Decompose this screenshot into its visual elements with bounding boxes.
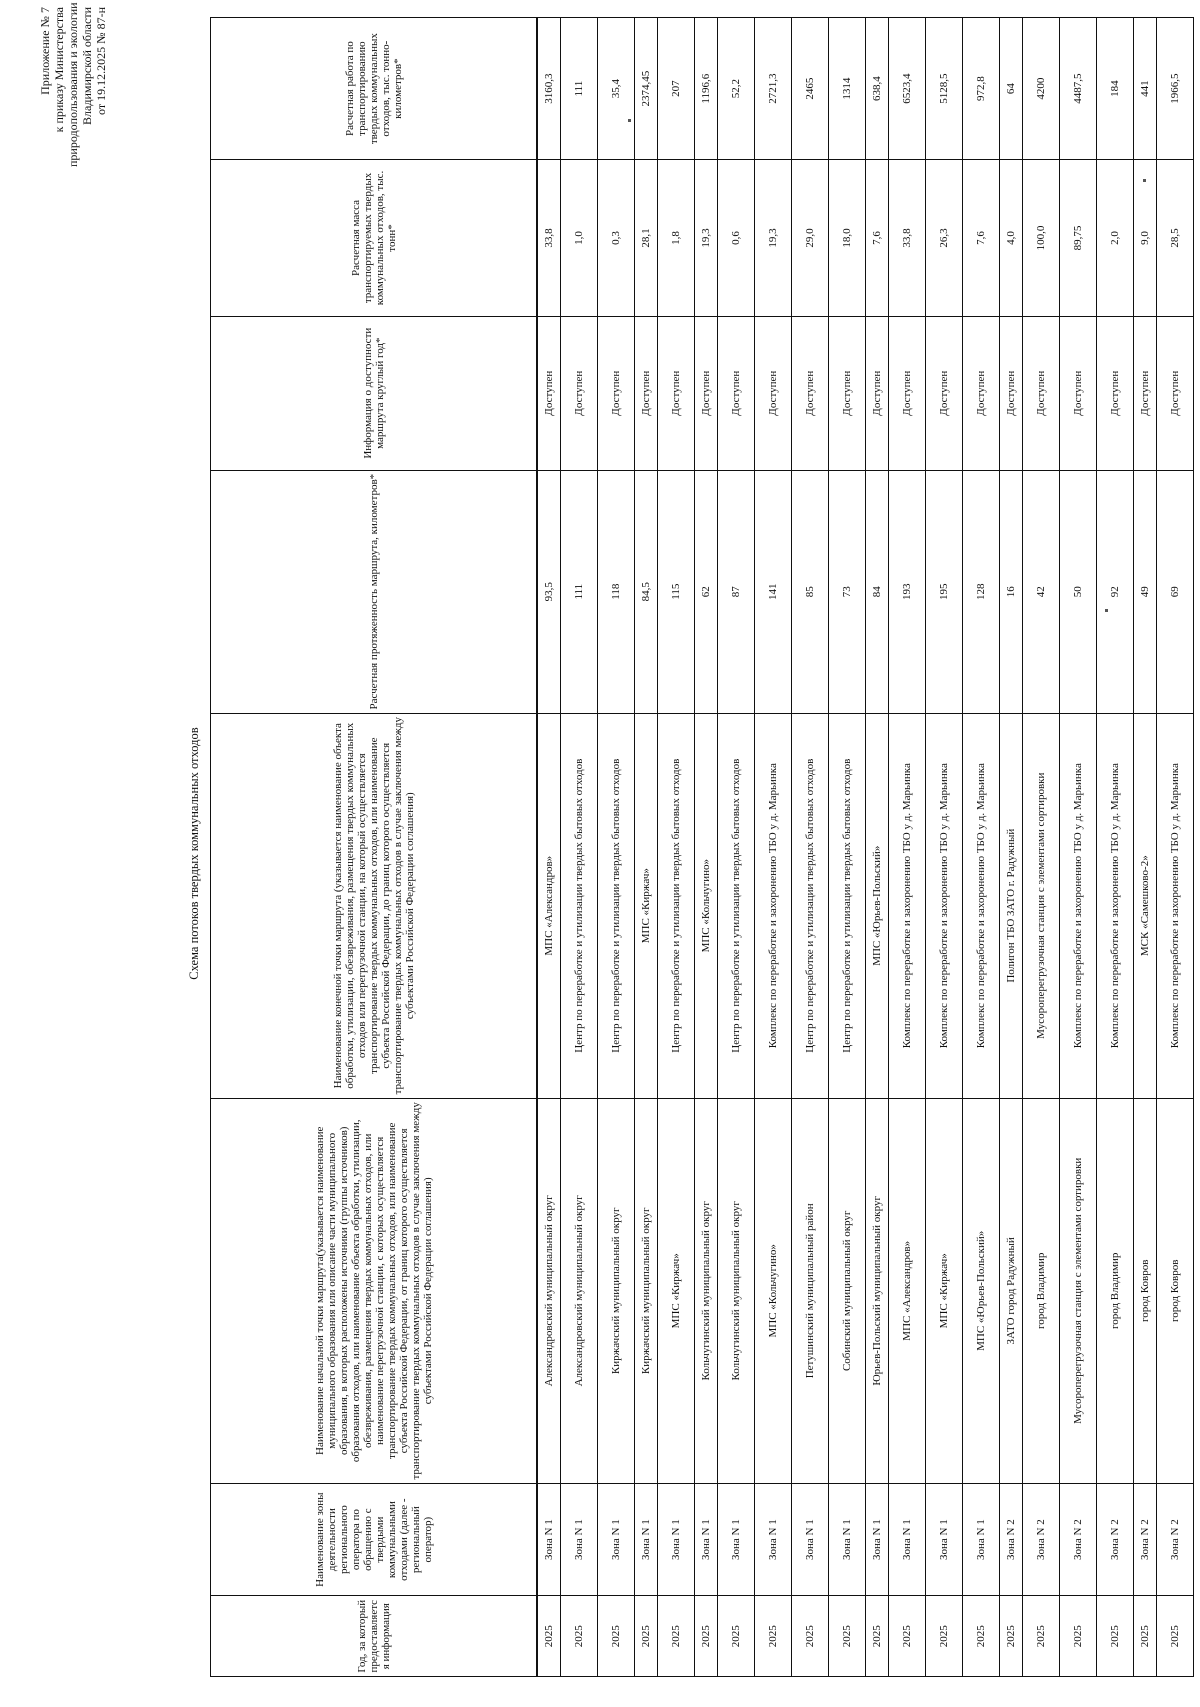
document-title: Схема потоков твердых коммунальных отходов bbox=[187, 727, 201, 980]
cell-year: 2025 bbox=[963, 1596, 1000, 1677]
cell-accessibility: Доступен bbox=[1097, 316, 1134, 470]
cell-accessibility: Доступен bbox=[926, 316, 963, 470]
cell-route-length: 42 bbox=[1023, 470, 1060, 713]
cell-mass: 9,0 bbox=[1134, 160, 1157, 316]
cell-route-length: 141 bbox=[755, 470, 792, 713]
cell-start-point: город Владимир bbox=[1097, 1098, 1134, 1483]
cell-year: 2025 bbox=[1023, 1596, 1060, 1677]
cell-zone: Зона N 1 bbox=[792, 1483, 829, 1596]
cell-route-length: 115 bbox=[658, 470, 695, 713]
cell-transport-work: 1314 bbox=[829, 18, 866, 160]
cell-mass: 18,0 bbox=[829, 160, 866, 316]
cell-zone: Зона N 1 bbox=[561, 1483, 598, 1596]
cell-start-point: Александровский муниципальный округ bbox=[537, 1098, 561, 1483]
cell-end-point: Полигон ТБО ЗАТО г. Радужный bbox=[1000, 713, 1023, 1098]
appendix-line: к приказу Министерства bbox=[52, 7, 66, 133]
waste-flow-table bbox=[210, 17, 1194, 1677]
cell-start-point: Петушинский муниципальный район bbox=[792, 1098, 829, 1483]
cell-transport-work: 64 bbox=[1000, 18, 1023, 160]
appendix-line: природопользования и экологии bbox=[66, 2, 80, 167]
cell-zone: Зона N 2 bbox=[1097, 1483, 1134, 1596]
cell-year: 2025 bbox=[1157, 1596, 1194, 1677]
cell-mass: 7,6 bbox=[866, 160, 889, 316]
cell-transport-work: 6523,4 bbox=[889, 18, 926, 160]
header-accessibility: Информация о доступности маршрута круглый год* bbox=[211, 316, 538, 470]
cell-start-point: Кольчугинский муниципальный округ bbox=[695, 1098, 718, 1483]
cell-start-point: МПС «Киржач» bbox=[926, 1098, 963, 1483]
cell-year: 2025 bbox=[1060, 1596, 1097, 1677]
table-row bbox=[1060, 18, 1097, 1677]
appendix-line: от 19.12.2025 № 87-н bbox=[94, 7, 108, 115]
header-start-point: Наименование начальной точки маршрута(указывается наименование муниципального образования или описание части муниципального образования, в которых расположены источники (группы источников) образования отходов, или наименование объекта обработки, утилизации, обезвреживания, размещения твердых коммунальных отходов, или наименование перегрузочной станции, с которых осуществляется транспортирование твердых коммунальных отходов, или наименование субъекта Российской Федерации, от границ которого осуществляется транспортирование твердых коммунальных отходов в случае заключения между субъектами Российской Федерации соглашения) bbox=[211, 1098, 538, 1483]
cell-year: 2025 bbox=[561, 1596, 598, 1677]
cell-route-length: 49 bbox=[1134, 470, 1157, 713]
cell-end-point: Центр по переработке и утилизации твердых бытовых отходов bbox=[658, 713, 695, 1098]
cell-year: 2025 bbox=[889, 1596, 926, 1677]
cell-end-point: Центр по переработке и утилизации твердых бытовых отходов bbox=[598, 713, 635, 1098]
table-body bbox=[537, 18, 1194, 1677]
cell-route-length: 111 bbox=[561, 470, 598, 713]
cell-start-point: ЗАТО город Радужный bbox=[1000, 1098, 1023, 1483]
cell-end-point: Центр по переработке и утилизации твердых бытовых отходов bbox=[829, 713, 866, 1098]
cell-mass: 19,3 bbox=[695, 160, 718, 316]
cell-route-length: 87 bbox=[718, 470, 755, 713]
cell-route-length: 193 bbox=[889, 470, 926, 713]
cell-accessibility: Доступен bbox=[1000, 316, 1023, 470]
cell-transport-work: 2465 bbox=[792, 18, 829, 160]
cell-start-point: МПС «Кольчугино» bbox=[755, 1098, 792, 1483]
cell-zone: Зона N 1 bbox=[755, 1483, 792, 1596]
cell-zone: Зона N 1 bbox=[635, 1483, 658, 1596]
cell-mass: 1,0 bbox=[561, 160, 598, 316]
cell-year: 2025 bbox=[926, 1596, 963, 1677]
table-row bbox=[561, 18, 598, 1677]
cell-mass: 100,0 bbox=[1023, 160, 1060, 316]
cell-start-point: МПС «Киржач» bbox=[658, 1098, 695, 1483]
cell-mass: 33,8 bbox=[889, 160, 926, 316]
cell-accessibility: Доступен bbox=[889, 316, 926, 470]
table-row bbox=[866, 18, 889, 1677]
cell-mass: 2,0 bbox=[1097, 160, 1134, 316]
cell-year: 2025 bbox=[718, 1596, 755, 1677]
cell-route-length: 84,5 bbox=[635, 470, 658, 713]
cell-accessibility: Доступен bbox=[598, 316, 635, 470]
cell-zone: Зона N 2 bbox=[1157, 1483, 1194, 1596]
cell-year: 2025 bbox=[829, 1596, 866, 1677]
cell-route-length: 92 bbox=[1097, 470, 1134, 713]
cell-zone: Зона N 2 bbox=[1060, 1483, 1097, 1596]
cell-mass: 1,8 bbox=[658, 160, 695, 316]
cell-zone: Зона N 1 bbox=[829, 1483, 866, 1596]
cell-end-point: Комплекс по переработке и захоронению ТБО у д. Марьинка bbox=[1060, 713, 1097, 1098]
header-transport-work: Расчетная работа по транспортированию твердых коммунальных отходов, тыс. тонно-километров* bbox=[211, 18, 538, 160]
header-zone: Наименование зоны деятельности регионального оператора по обращению с твердыми коммунальными отходами (далее - региональный оператор) bbox=[211, 1483, 538, 1596]
cell-accessibility: Доступен bbox=[695, 316, 718, 470]
table-row bbox=[1134, 18, 1157, 1677]
cell-accessibility: Доступен bbox=[537, 316, 561, 470]
cell-start-point: Киржачский муниципальный округ bbox=[635, 1098, 658, 1483]
cell-transport-work: 441 bbox=[1134, 18, 1157, 160]
cell-end-point: Комплекс по переработке и захоронению ТБО у д. Марьинка bbox=[889, 713, 926, 1098]
table-row bbox=[598, 18, 635, 1677]
cell-end-point: МПС «Киржач» bbox=[635, 713, 658, 1098]
table-row bbox=[1000, 18, 1023, 1677]
cell-zone: Зона N 1 bbox=[537, 1483, 561, 1596]
cell-route-length: 73 bbox=[829, 470, 866, 713]
cell-accessibility: Доступен bbox=[1157, 316, 1194, 470]
cell-year: 2025 bbox=[658, 1596, 695, 1677]
cell-year: 2025 bbox=[598, 1596, 635, 1677]
cell-transport-work: 184 bbox=[1097, 18, 1134, 160]
cell-zone: Зона N 2 bbox=[1023, 1483, 1060, 1596]
cell-year: 2025 bbox=[755, 1596, 792, 1677]
table-row bbox=[718, 18, 755, 1677]
cell-end-point: Комплекс по переработке и захоронению ТБО у д. Марьинка bbox=[755, 713, 792, 1098]
header-year: Год, за который предоставляется информация bbox=[211, 1596, 538, 1677]
cell-transport-work: 4200 bbox=[1023, 18, 1060, 160]
cell-transport-work: 2721,3 bbox=[755, 18, 792, 160]
appendix-line: Владимирской области bbox=[80, 7, 94, 125]
cell-year: 2025 bbox=[1097, 1596, 1134, 1677]
cell-accessibility: Доступен bbox=[718, 316, 755, 470]
cell-year: 2025 bbox=[635, 1596, 658, 1677]
table-header-row bbox=[211, 18, 538, 1677]
table-row bbox=[963, 18, 1000, 1677]
cell-transport-work: 3160,3 bbox=[537, 18, 561, 160]
cell-zone: Зона N 2 bbox=[1134, 1483, 1157, 1596]
cell-start-point: город Владимир bbox=[1023, 1098, 1060, 1483]
table-row bbox=[1097, 18, 1134, 1677]
table-row bbox=[829, 18, 866, 1677]
cell-start-point: Киржачский муниципальный округ bbox=[598, 1098, 635, 1483]
cell-end-point: МПС «Александров» bbox=[537, 713, 561, 1098]
cell-accessibility: Доступен bbox=[561, 316, 598, 470]
cell-zone: Зона N 1 bbox=[889, 1483, 926, 1596]
cell-start-point: Кольчугинский муниципальный округ bbox=[718, 1098, 755, 1483]
cell-start-point: Собинский муниципальный округ bbox=[829, 1098, 866, 1483]
cell-transport-work: 5128,5 bbox=[926, 18, 963, 160]
cell-year: 2025 bbox=[1000, 1596, 1023, 1677]
cell-start-point: город Ковров bbox=[1157, 1098, 1194, 1483]
cell-mass: 26,3 bbox=[926, 160, 963, 316]
cell-mass: 0,6 bbox=[718, 160, 755, 316]
table-row bbox=[1023, 18, 1060, 1677]
cell-year: 2025 bbox=[695, 1596, 718, 1677]
cell-accessibility: Доступен bbox=[963, 316, 1000, 470]
cell-year: 2025 bbox=[1134, 1596, 1157, 1677]
cell-accessibility: Доступен bbox=[866, 316, 889, 470]
cell-accessibility: Доступен bbox=[755, 316, 792, 470]
cell-end-point: Комплекс по переработке и захоронению ТБО у д. Марьинка bbox=[1097, 713, 1134, 1098]
cell-zone: Зона N 2 bbox=[1000, 1483, 1023, 1596]
cell-end-point: Комплекс по переработке и захоронению ТБО у д. Марьинка bbox=[926, 713, 963, 1098]
table-row bbox=[755, 18, 792, 1677]
cell-end-point: Комплекс по переработке и захоронению ТБО у д. Марьинка bbox=[1157, 713, 1194, 1098]
cell-transport-work: 207 bbox=[658, 18, 695, 160]
cell-transport-work: 111 bbox=[561, 18, 598, 160]
cell-route-length: 50 bbox=[1060, 470, 1097, 713]
cell-mass: 4,0 bbox=[1000, 160, 1023, 316]
appendix-header bbox=[38, 2, 108, 167]
cell-end-point: Мусороперегрузочная станция с элементами сортировки bbox=[1023, 713, 1060, 1098]
cell-mass: 28,1 bbox=[635, 160, 658, 316]
cell-end-point: МСК «Самешково-2» bbox=[1134, 713, 1157, 1098]
cell-transport-work: 1196,6 bbox=[695, 18, 718, 160]
cell-route-length: 16 bbox=[1000, 470, 1023, 713]
table-row bbox=[889, 18, 926, 1677]
table-row bbox=[537, 18, 561, 1677]
cell-start-point: город Ковров bbox=[1134, 1098, 1157, 1483]
cell-start-point: Александровский муниципальный округ bbox=[561, 1098, 598, 1483]
table-row bbox=[1157, 18, 1194, 1677]
cell-zone: Зона N 1 bbox=[866, 1483, 889, 1596]
cell-zone: Зона N 1 bbox=[963, 1483, 1000, 1596]
table-row bbox=[635, 18, 658, 1677]
cell-route-length: 195 bbox=[926, 470, 963, 713]
cell-transport-work: 972,8 bbox=[963, 18, 1000, 160]
cell-accessibility: Доступен bbox=[635, 316, 658, 470]
cell-route-length: 93,5 bbox=[537, 470, 561, 713]
cell-mass: 28,5 bbox=[1157, 160, 1194, 316]
cell-transport-work: 4487,5 bbox=[1060, 18, 1097, 160]
cell-end-point: Центр по переработке и утилизации твердых бытовых отходов bbox=[561, 713, 598, 1098]
cell-start-point: МПС «Александров» bbox=[889, 1098, 926, 1483]
cell-start-point: Мусороперегрузочная станция с элементами сортировки bbox=[1060, 1098, 1097, 1483]
cell-mass: 89,75 bbox=[1060, 160, 1097, 316]
cell-year: 2025 bbox=[537, 1596, 561, 1677]
cell-route-length: 85 bbox=[792, 470, 829, 713]
cell-mass: 29,0 bbox=[792, 160, 829, 316]
cell-transport-work: 638,4 bbox=[866, 18, 889, 160]
cell-route-length: 69 bbox=[1157, 470, 1194, 713]
cell-transport-work: 2374,45 bbox=[635, 18, 658, 160]
cell-end-point: Комплекс по переработке и захоронению ТБО у д. Марьинка bbox=[963, 713, 1000, 1098]
cell-transport-work: 1966,5 bbox=[1157, 18, 1194, 160]
header-mass: Расчетная масса транспортируемых твердых коммунальных отходов, тыс. тонн* bbox=[211, 160, 538, 316]
cell-end-point: МПС «Юрьев-Польский» bbox=[866, 713, 889, 1098]
cell-route-length: 128 bbox=[963, 470, 1000, 713]
table-row bbox=[926, 18, 963, 1677]
table-row bbox=[658, 18, 695, 1677]
cell-year: 2025 bbox=[792, 1596, 829, 1677]
cell-zone: Зона N 1 bbox=[658, 1483, 695, 1596]
cell-end-point: Центр по переработке и утилизации твердых бытовых отходов bbox=[792, 713, 829, 1098]
appendix-line: Приложение № 7 bbox=[38, 7, 52, 95]
cell-zone: Зона N 1 bbox=[718, 1483, 755, 1596]
table-row bbox=[792, 18, 829, 1677]
cell-accessibility: Доступен bbox=[829, 316, 866, 470]
cell-route-length: 118 bbox=[598, 470, 635, 713]
cell-zone: Зона N 1 bbox=[695, 1483, 718, 1596]
cell-route-length: 84 bbox=[866, 470, 889, 713]
cell-mass: 7,6 bbox=[963, 160, 1000, 316]
table-row bbox=[695, 18, 718, 1677]
cell-transport-work: 52,2 bbox=[718, 18, 755, 160]
cell-accessibility: Доступен bbox=[658, 316, 695, 470]
header-end-point: Наименование конечной точки маршрута (указывается наименование объекта обработки, утилизации, обезвреживания, размещения твердых коммунальных отходов или перегрузочной станции, на который осуществляется транспортирование твердых коммунальных отходов, или наименование субъекта Российской Федерации, до границ которого осуществляется транспортирование твердых коммунальных отходов в случае заключения между субъектами Российской Федерации соглашения) bbox=[211, 713, 538, 1098]
cell-start-point: Юрьев-Польский муниципальный округ bbox=[866, 1098, 889, 1483]
cell-accessibility: Доступен bbox=[792, 316, 829, 470]
cell-accessibility: Доступен bbox=[1134, 316, 1157, 470]
cell-mass: 33,8 bbox=[537, 160, 561, 316]
cell-zone: Зона N 1 bbox=[926, 1483, 963, 1596]
cell-end-point: МПС «Кольчугино» bbox=[695, 713, 718, 1098]
cell-accessibility: Доступен bbox=[1060, 316, 1097, 470]
cell-mass: 19,3 bbox=[755, 160, 792, 316]
header-route-length: Расчетная протяженность маршрута, километров* bbox=[211, 470, 538, 713]
cell-end-point: Центр по переработке и утилизации твердых бытовых отходов bbox=[718, 713, 755, 1098]
cell-accessibility: Доступен bbox=[1023, 316, 1060, 470]
cell-mass: 0,3 bbox=[598, 160, 635, 316]
cell-route-length: 62 bbox=[695, 470, 718, 713]
cell-transport-work: 35,4 bbox=[598, 18, 635, 160]
cell-year: 2025 bbox=[866, 1596, 889, 1677]
cell-zone: Зона N 1 bbox=[598, 1483, 635, 1596]
cell-start-point: МПС «Юрьев-Польский» bbox=[963, 1098, 1000, 1483]
